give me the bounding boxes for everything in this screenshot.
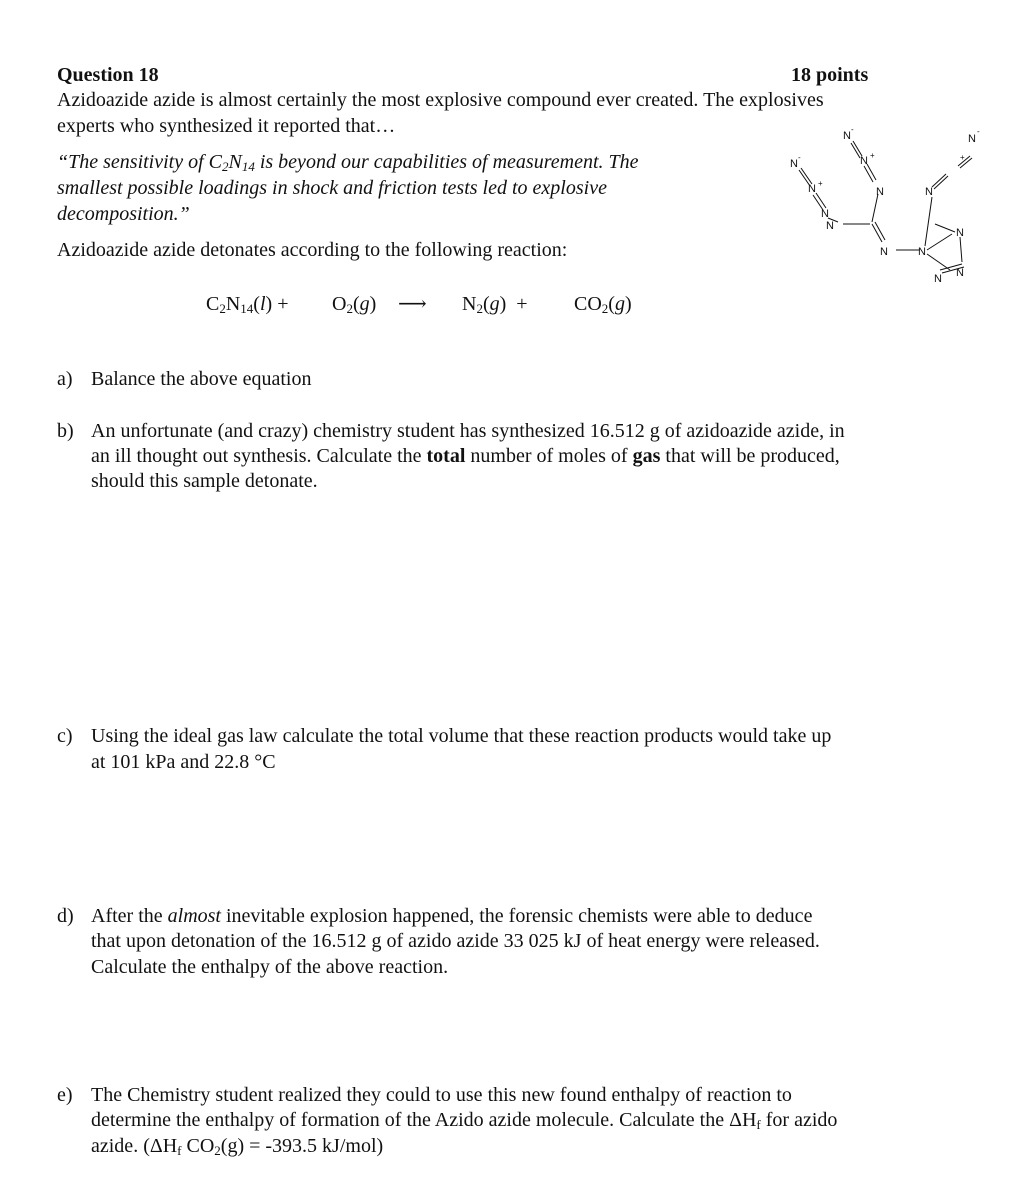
reactant-azidoazide-azide: $C_2N_{14}(l)$ + <box>206 293 289 316</box>
question-a-text: Balance the above equation <box>91 368 312 390</box>
question-b-line-3: should this sample detonate. <box>91 470 318 492</box>
atom-label: N <box>956 227 964 239</box>
intro-line-2: experts who synthesized it reported that… <box>57 115 396 137</box>
question-c-line-1: Using the ideal gas law calculate the total volume that these reaction products would take up <box>91 725 832 747</box>
reaction-arrow: ⟶ <box>398 293 427 315</box>
reaction-intro: Azidoazide azide detonates according to the following reaction: <box>57 239 568 261</box>
question-d-label: d) <box>57 905 74 927</box>
question-e-line-3: azide. ($\Delta H_f$ $CO_2(g) = -393.5$ kJ/mol) <box>91 1135 384 1158</box>
question-e-line-2: determine the enthalpy of formation of the Azido azide molecule. Calculate the $\Delta H_f$ for azido <box>91 1109 838 1132</box>
atom-label: N <box>925 186 933 198</box>
azidoazide-azide-structure <box>780 122 1010 292</box>
question-d-line-2: that upon detonation of the 16.512 g of azido azide 33 025 kJ of heat energy were released. <box>91 930 820 952</box>
question-b-label: b) <box>57 420 74 442</box>
reactant-oxygen: $O_2(g)$ <box>332 293 377 316</box>
quote-line-1: “The sensitivity of $C_2N_{14}$ is beyond our capabilities of measurement. The <box>57 151 639 174</box>
question-a-label: a) <box>57 368 73 390</box>
atom-label: N <box>880 246 888 258</box>
intro-line-1: Azidoazide azide is almost certainly the most explosive compound ever created. The explosives <box>57 89 824 111</box>
atom-label: N <box>934 273 942 285</box>
question-b-line-2: an ill thought out synthesis. Calculate the total number of moles of gas that will be produced, <box>91 445 840 467</box>
question-e-line-1: The Chemistry student realized they could to use this new found enthalpy of reaction to <box>91 1084 792 1106</box>
charge-label: + <box>960 153 965 162</box>
atom-label: N <box>918 246 926 258</box>
atom-label: N <box>826 220 834 232</box>
atom-label: N <box>808 183 816 195</box>
product-carbon-dioxide: $CO_2(g)$ <box>574 293 632 316</box>
question-c-line-2: at 101 kPa and 22.8 °C <box>91 751 276 773</box>
points-label: 18 points <box>791 64 869 86</box>
atom-label: N <box>968 133 976 145</box>
product-nitrogen: $N_2(g)$ + <box>462 293 528 316</box>
question-d-line-1: After the almost inevitable explosion happened, the forensic chemists were able to deduce <box>91 905 813 927</box>
question-b-line-1: An unfortunate (and crazy) chemistry student has synthesized 16.512 g of azidoazide azide, in <box>91 420 845 442</box>
atom-label: N <box>876 186 884 198</box>
question-e-label: e) <box>57 1084 73 1106</box>
atom-label: N <box>860 155 868 167</box>
atom-label: N <box>790 158 798 170</box>
quote-line-3: decomposition.” <box>57 203 190 225</box>
quote-line-2: smallest possible loadings in shock and friction tests led to explosive <box>57 177 607 199</box>
charge-label: + <box>818 179 823 188</box>
question-d-line-3: Calculate the enthalpy of the above reaction. <box>91 956 449 978</box>
question-c-label: c) <box>57 725 73 747</box>
atom-label: N <box>843 130 851 142</box>
charge-label: - <box>851 125 854 134</box>
charge-label: + <box>870 151 875 160</box>
charge-label: - <box>798 153 801 162</box>
charge-label: - <box>977 127 980 136</box>
question-title: Question 18 <box>57 64 159 86</box>
atom-label: N <box>821 208 829 220</box>
atom-label: N <box>956 267 964 279</box>
